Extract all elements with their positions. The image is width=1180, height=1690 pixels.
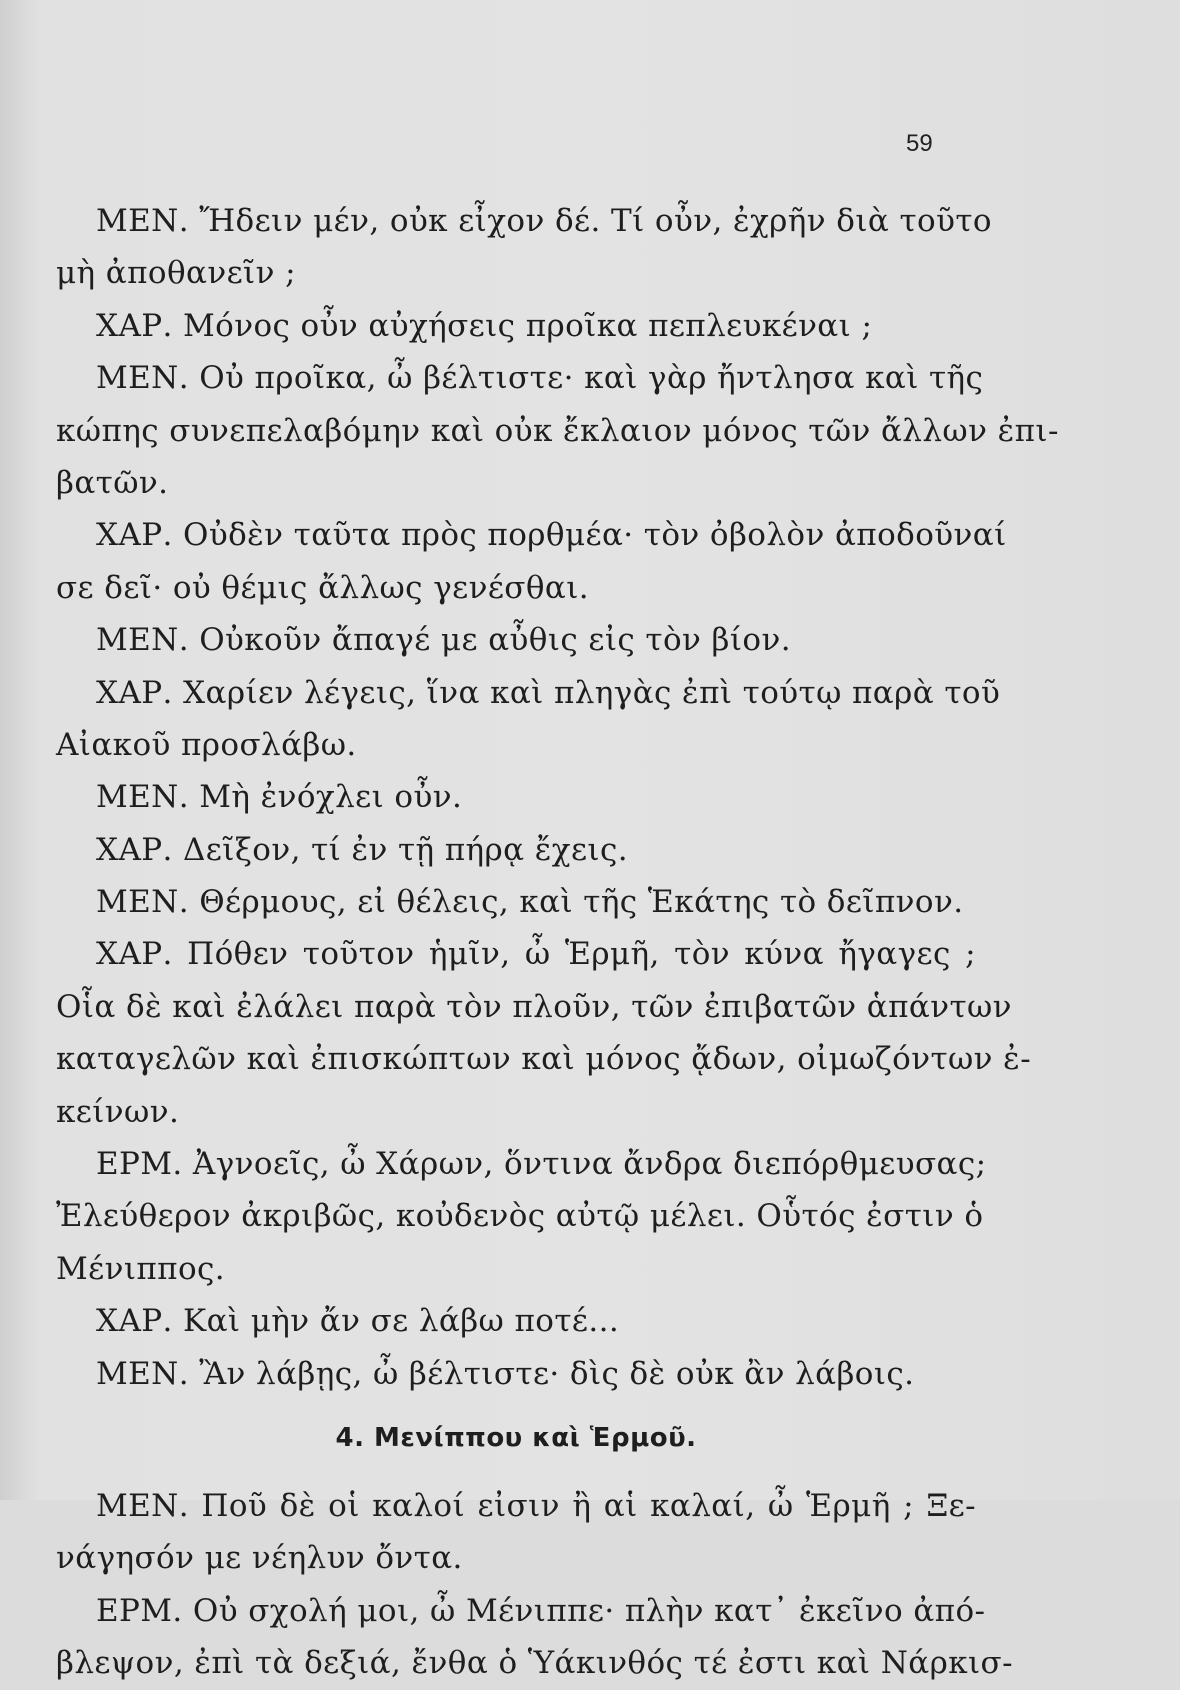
text-line: ΜΕΝ. Μὴ ἐνόχλει οὖν. [96,779,463,816]
text-line: σε δεῖ· οὐ θέμις ἄλλως γενέσθαι. [56,569,590,606]
text-line: Αἰακοῦ προσλάβω. [56,726,357,763]
text-line: ΜΕΝ. Ἂν λάβῃς, ὦ βέλτιστε· δὶς δὲ οὐκ ἂν λάβοις. [96,1355,915,1392]
text-line: βατῶν. [56,464,169,501]
text-line: καταγελῶν καὶ ἐπισκώπτων καὶ μόνος ᾄδων, οἰμωζόντων ἐ- [56,1041,1032,1078]
text-line: ΧΑΡ. Δεῖξον, τί ἐν τῇ πήρᾳ ἔχεις. [96,831,628,868]
text-line: ΧΑΡ. Οὐδὲν ταῦτα πρὸς πορθμέα· τὸν ὀβολὸν ἀποδοῦναί [96,517,1007,554]
text-line: ΧΑΡ. Μόνος οὖν αὐχήσεις προῖκα πεπλευκέναι ; [96,307,873,344]
text-line: ΜΕΝ. Οὐ προῖκα, ὦ βέλτιστε· καὶ γὰρ ἤντλησα καὶ τῆς [96,360,984,397]
dialogue-text [56,195,1059,1690]
text-line: κώπης συνεπελαβόμην καὶ οὐκ ἔκλαιον μόνος τῶν ἄλλων ἐπι- [56,412,1059,449]
text-line: Μένιππος. [56,1250,226,1287]
text-line: ΜΕΝ. Ποῦ δὲ οἱ καλοί εἰσιν ἢ αἱ καλαί, ὦ Ἑρμῆ ; Ξε- [96,1487,976,1524]
text-line: ΜΕΝ. Θέρμους, εἰ θέλεις, καὶ τῆς Ἑκάτης τὸ δεῖπνον. [96,884,964,921]
text-line: ΧΑΡ. Καὶ μὴν ἄν σε λάβω ποτέ... [96,1303,620,1340]
text-line: ΜΕΝ. Ἤδειν μέν, οὐκ εἶχον δέ. Τί οὖν, ἐχρῆν διὰ τοῦτο [96,203,992,239]
text-line: Οἷα δὲ καὶ ἐλάλει παρὰ τὸν πλοῦν, τῶν ἐπιβατῶν ἁπάντων [56,988,1012,1025]
text-line: ΕΡΜ. Ἀγνοεῖς, ὦ Χάρων, ὅντινα ἄνδρα διεπόρθμευσας; [96,1146,987,1183]
page-number: 59 [906,130,933,157]
text-line: μὴ ἀποθανεῖν ; [56,255,296,292]
text-line: ΧΑΡ. Χαρίεν λέγεις, ἵνα καὶ πληγὰς ἐπὶ τούτῳ παρὰ τοῦ [96,674,1001,711]
text-line: ΕΡΜ. Οὐ σχολή μοι, ὦ Μένιππε· πλὴν κατ᾽ ἐκεῖνο ἀπό- [96,1592,986,1629]
text-line: Ἐλεύθερον ἀκριβῶς, κοὐδενὸς αὐτῷ μέλει. Οὗτός ἐστιν ὁ [56,1198,984,1235]
text-line: βλεψον, ἐπὶ τὰ δεξιά, ἔνθα ὁ Ὑάκινθός τέ ἐστι καὶ Νάρκισ- [56,1645,1013,1682]
text-line: κείνων. [56,1093,180,1130]
section-heading: 4. Μενίππου καὶ Ἑρμοῦ. [335,1422,697,1453]
text-line: ΧΑΡ. Πόθεν τοῦτον ἡμῖν, ὦ Ἑρμῆ, τὸν κύνα ἤγαγες ; [96,936,976,973]
text-line: νάγησόν με νέηλυν ὄντα. [56,1540,463,1577]
text-line: ΜΕΝ. Οὐκοῦν ἄπαγέ με αὖθις εἰς τὸν βίον. [96,622,791,659]
